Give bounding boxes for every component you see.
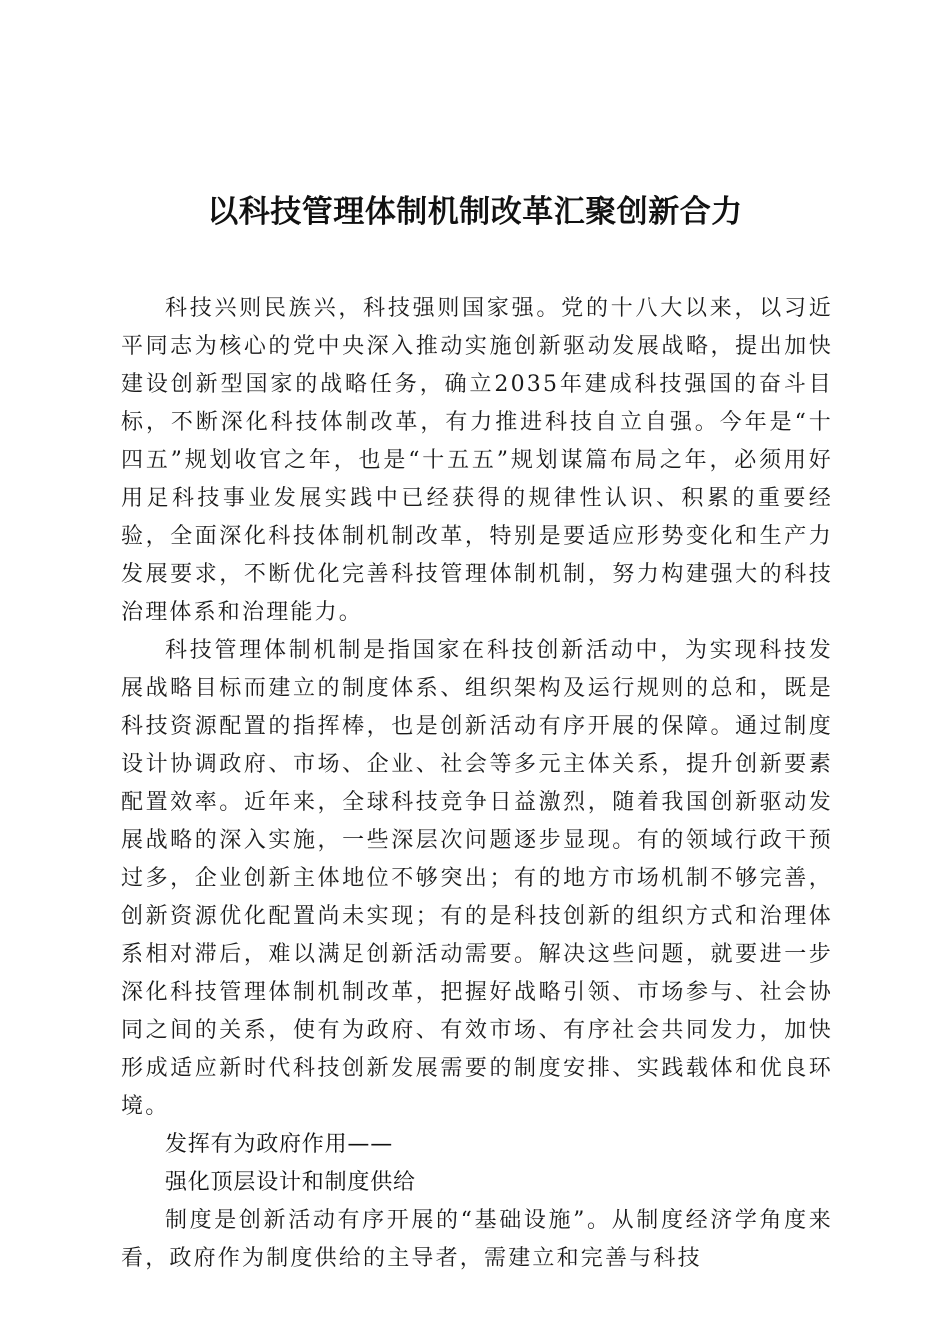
section-heading-line-1: 发挥有为政府作用—— — [165, 1132, 394, 1157]
document-title: 以科技管理体制机制改革汇聚创新合力 — [207, 194, 743, 230]
body-paragraph-1: 科技兴则民族兴，科技强则国家强。党的十八大以来，以习近平同志为核心的党中央深入推动实施创新驱动发展战略，提出加快建设创新型国家的战略任务，确立2035年建成科技强国的奋斗目标，不断深化科技体制改革，有力推进科技自立自强。今年是“十四五”规划收官之年，也是“十五五”规划谋篇布局之年，必须用好用足科技事业发展实践中已经获得的规律性认识、积累的重要经验，全面深化科技体制机制改革，特别是要适应形势变化和生产力发展要求，不断优化完善科技管理体制机制，努力构建强大的科技治理体系和治理能力。 — [121, 296, 833, 625]
section-paragraph: 制度是创新活动有序开展的“基础设施”。从制度经济学角度来看，政府作为制度供给的主导者，需建立和完善与科技 — [121, 1208, 833, 1271]
document-body — [121, 290, 833, 1278]
body-paragraph-2: 科技管理体制机制是指国家在科技创新活动中，为实现科技发展战略目标而建立的制度体系、组织架构及运行规则的总和，既是科技资源配置的指挥棒，也是创新活动有序开展的保障。通过制度设计协调政府、市场、企业、社会等多元主体关系，提升创新要素配置效率。近年来，全球科技竞争日益激烈，随着我国创新驱动发展战略的深入实施，一些深层次问题逐步显现。有的领域行政干预过多，企业创新主体地位不够突出；有的地方市场机制不够完善，创新资源优化配置尚未实现；有的是科技创新的组织方式和治理体系相对滞后，难以满足创新活动需要。解决这些问题，就要进一步深化科技管理体制机制改革，把握好战略引领、市场参与、社会协同之间的关系，使有为政府、有效市场、有序社会共同发力，加快形成适应新时代科技创新发展需要的制度安排、实践载体和优良环境。 — [121, 638, 833, 1119]
section-heading-line-2: 强化顶层设计和制度供给 — [165, 1170, 416, 1195]
